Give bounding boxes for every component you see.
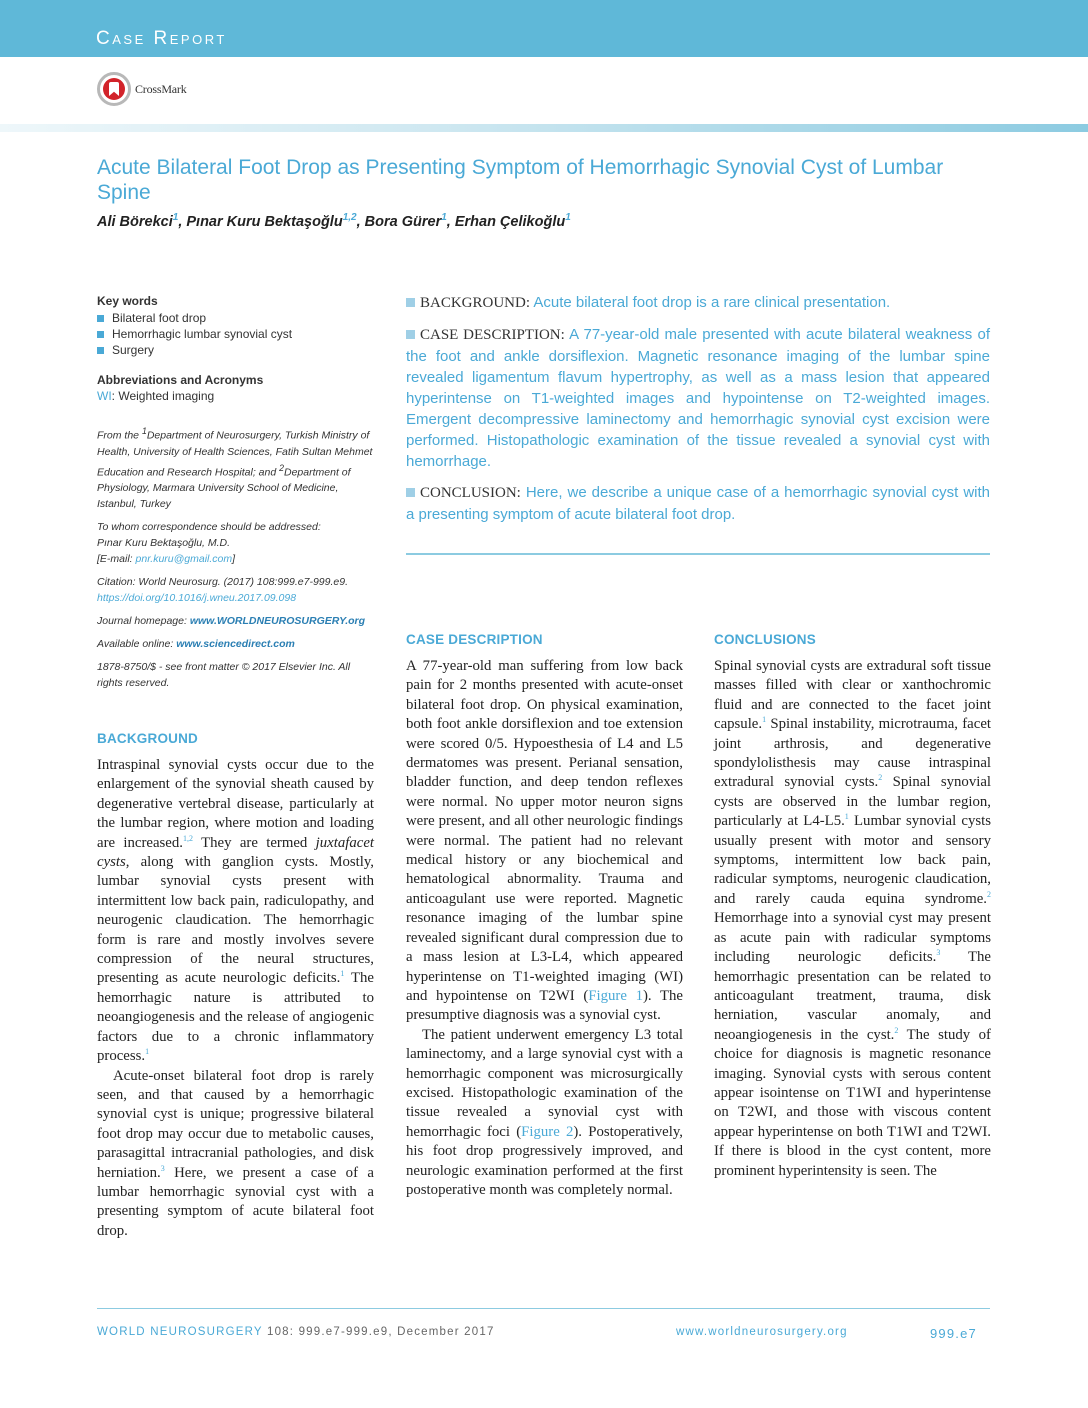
email-link[interactable]: pnr.kuru@gmail.com (135, 553, 233, 565)
keyword-item: Bilateral foot drop (97, 311, 377, 325)
paragraph: Acute-onset bilateral foot drop is rarely seen, and that caused by a hemorrhagic synovial cyst is unique; progressive bilateral foot drop may occur due to metabolic causes, parasagittal intracranial pathologies, and disk herniation.$^3$ Here, we present a case of a lumbar hemorrhagic synovial cyst with a presenting symptom of acute bilateral foot drop. (97, 1067, 374, 1239)
sidebar (97, 294, 377, 698)
journal-name: WORLD NEUROSURGERY (97, 1326, 263, 1338)
correspondence: To whom correspondence should be addressed: Pınar Kuru Bektaşoğlu, M.D. [E-mail: pnr.kuru@gmail.com] (97, 521, 321, 565)
crossmark-label: CrossMark (135, 81, 187, 96)
affiliations (97, 423, 377, 691)
bullet-square-icon (97, 331, 104, 338)
bullet-square-icon (97, 315, 104, 322)
footer-website[interactable]: www.worldneurosurgery.org (676, 1326, 848, 1338)
keyword-item: Surgery (97, 343, 377, 357)
paragraph: Spinal synovial cysts are extradural soft tissue masses filled with clear or xanthochromic fluid and are connected to the facet joint capsule.$^1$ Spinal instability, microtrauma, facet joint arthrosis, and degenerative spondylolisthesis may cause intraspinal extradural synovial cysts.$^2$ Spinal synovial cysts are observed in the lumbar region, particularly at L4-L5.$^1$ Lumbar synovial cysts usually present with motor and sensory symptoms, intermittent low back pain, radicular symptoms, neurogenic claudication, and rarely cauda equina syndrome.$^2$ Hemorrhage into a synovial cyst may present as acute pain with radicular symptoms including neurologic deficits.$^3$ The hemorrhagic presentation can be related to anticoagulant treatment, trauma, disk herniation, vascular anomaly, and neoangiogenesis in the cyst.$^2$ The study of choice for diagnosis is magnetic resonance imaging. Synovial cysts with serous content appear isointense on T1WI and hyperintense on T2WI, and those with viscous content appear hyperintense on both T1WI and T2WI. If there is blood in the cyst content, more prominent hyperintensity is seen. The (714, 658, 992, 1179)
decorative-gradient-bar (0, 124, 1088, 132)
copyright: 1878-8750/$ - see front matter © 2017 Elsevier Inc. All rights reserved. (97, 661, 351, 689)
section-label: Case Report (96, 28, 227, 49)
conclusions-heading: CONCLUSIONS (714, 632, 816, 647)
doi-link[interactable]: https://doi.org/10.1016/j.wneu.2017.09.098 (97, 592, 297, 604)
background-body (97, 756, 374, 1241)
paragraph: A 77-year-old man suffering from low back pain for 2 months presented with acute-onset bilateral foot drop. On physical examination, both foot ankle dorsiflexion and toe extension were scored 0/5. Hypoesthesia of L4 and L5 dermatomes was present. Perianal sensation, bladder function, and deep tendon reflexes were normal. No upper motor neuron signs were present, and all other neurologic findings were normal. The patient had no relevant medical history or any biochemical and hematological abnormality. Trauma and anticoagulant use were reported. Magnetic resonance imaging of the lumbar spine revealed significant dural compression due to a mass lesion at L3-L4, which appeared hyperintense on T1-weighted imaging (WI) and hypointense on T2WI (Figure 1). The presumptive diagnosis was a synovial cyst. (406, 658, 683, 1024)
abbreviation-entry: WI: Weighted imaging (97, 389, 215, 403)
citation: Citation: World Neurosurg. (2017) 108:999.e7-999.e9. https://doi.org/10.1016/j.wneu.2017.09.098 (97, 576, 348, 604)
crossmark-badge[interactable] (97, 72, 187, 106)
background-heading: BACKGROUND (97, 731, 198, 746)
conclusions-body (714, 657, 991, 1181)
article-title: Acute Bilateral Foot Drop as Presenting Symptom of Hemorrhagic Synovial Cyst of Lumbar Spine (97, 156, 944, 204)
abstract-conclusion: CONCLUSION: Here, we describe a unique case of a hemorrhagic synovial cyst with a presenting symptom of acute bilateral foot drop. (406, 484, 990, 523)
available-online: Available online: www.sciencedirect.com (97, 638, 295, 650)
paragraph: Intraspinal synovial cysts occur due to the enlargement of the synovial sheath caused by degenerative vertebral disease, particularly at the lumbar region, where motion and loading are increased.$^{1,2}$ They are termed juxtafacet cysts, along with ganglion cysts. Mostly, lumbar synovial cysts present with intermittent low back pain, radiculopathy, and neurogenic claudication. The hemorrhagic form is rare and mostly involves severe compression of the neural structures, presenting as acute neurologic deficits.$^1$ The hemorrhagic nature is attributed to neoangiogenesis and the release of angiogenic factors due to a chronic inflammatory process.$^1$ (97, 757, 375, 1065)
author-name: Ali Börekci (97, 213, 173, 230)
page-number: 999.e7 (930, 1326, 977, 1341)
keywords-title: Key words (97, 294, 158, 308)
figure-1-link[interactable]: Figure 1 (588, 987, 643, 1004)
affiliation-text: From the $^1$Department of Neurosurgery, Turkish Ministry of Health, University of Health Sciences, Fatih Sultan Mehmet Education and Research Hospital; and $^2$Department of Physiology, Marmara University School of Medicine, Istanbul, Turkey (97, 426, 373, 510)
bullet-square-icon (97, 347, 104, 354)
abbreviations-title: Abbreviations and Acronyms (97, 373, 264, 387)
sciencedirect-link[interactable]: www.sciencedirect.com (176, 638, 295, 650)
case-description-heading: CASE DESCRIPTION (406, 632, 543, 647)
keyword-item: Hemorrhagic lumbar synovial cyst (97, 327, 377, 341)
abstract-divider (406, 553, 990, 555)
crossmark-icon (97, 72, 131, 106)
abstract (406, 292, 990, 535)
figure-2-link[interactable]: Figure 2 (521, 1123, 574, 1140)
footer-citation: WORLD NEUROSURGERY 108: 999.e7-999.e9, December 2017 (97, 1326, 495, 1338)
paragraph: The patient underwent emergency L3 total laminectomy, and a large synovial cyst with a hemorrhagic component was microsurgically excised. Histopathologic examination of the tissue revealed a synovial cyst with hemorrhagic foci (Figure 2). Postoperatively, his foot drop progressively improved, and neurologic examination performed at the first postoperative month was completely normal. (406, 1026, 684, 1198)
journal-homepage: Journal homepage: www.WORLDNEUROSURGERY.org (97, 615, 366, 627)
footer-divider (97, 1308, 990, 1309)
author-name: Erhan Çelikoğlu (454, 213, 566, 230)
abstract-case-description: CASE DESCRIPTION: A 77-year-old male presented with acute bilateral weakness of the foot and ankle dorsiflexion. Magnetic resonance imaging of the lumbar spine revealed ligamentum flavum hypertrophy, as well as a mass lesion that appeared hyperintense on T1-weighted images and hypointense on T2-weighted images. Emergent decompressive laminectomy and hemorrhagic synovial cyst excision were performed. Histopathologic examination of the tissue revealed a synovial cyst with hemorrhage. (406, 326, 990, 470)
author-name: Pınar Kuru Bektaşoğlu (186, 213, 343, 230)
abstract-background: BACKGROUND: Acute bilateral foot drop is a rare clinical presentation. (406, 292, 990, 314)
homepage-link[interactable]: www.WORLDNEUROSURGERY.org (189, 615, 366, 627)
case-description-body (406, 657, 683, 1200)
author-list: Ali Börekci$^1$, Pınar Kuru Bektaşoğlu$^{1,2}$, Bora Gürer$^1$, Erhan Çelikoğlu$^1$ (97, 212, 571, 230)
author-name: Bora Gürer (364, 213, 442, 230)
